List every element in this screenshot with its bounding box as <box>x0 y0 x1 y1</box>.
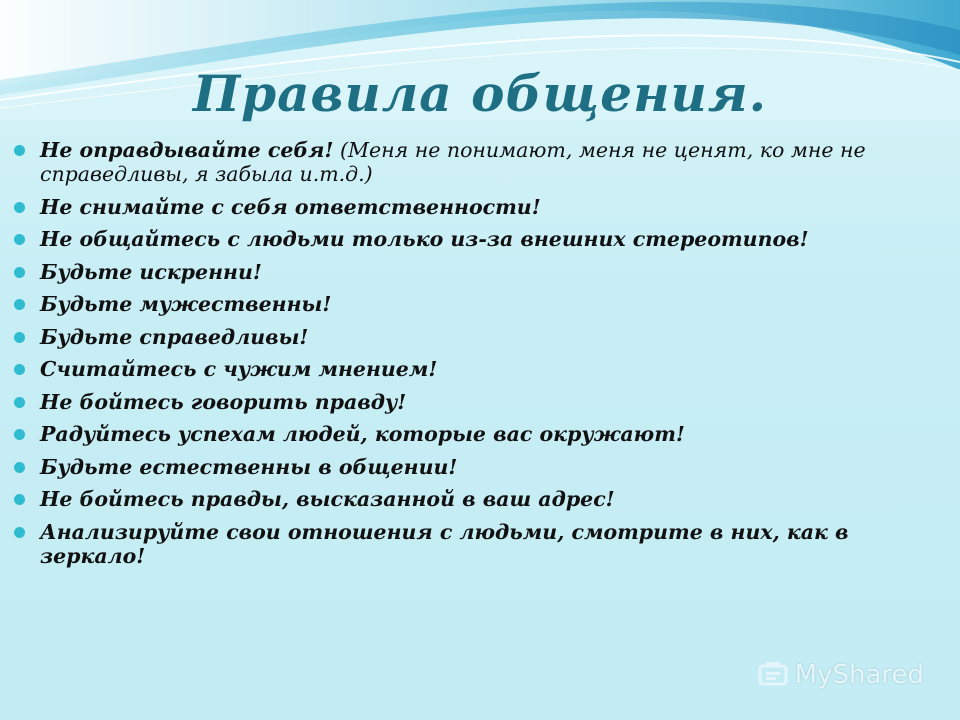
rule-text: Не снимайте с себя ответственности! <box>40 194 541 219</box>
rule-item <box>14 227 914 251</box>
circle-bullet-icon <box>14 267 25 278</box>
circle-bullet-icon <box>14 145 25 156</box>
rule-text: Будьте естественны в общении! <box>40 454 458 479</box>
rule-text: Не бойтесь говорить правду! <box>40 389 407 414</box>
rule-text: Считайтесь с чужим мнением! <box>40 357 438 381</box>
watermark-text: MyShared <box>794 660 924 690</box>
rules-list <box>14 138 914 576</box>
rule-item <box>14 195 914 219</box>
rule-text: Будьте мужественны! <box>40 292 332 316</box>
circle-bullet-icon <box>14 202 25 213</box>
circle-bullet-icon <box>14 332 25 343</box>
rule-note: (Меня не понимают, меня не ценят, ко мне не справедливы, я забыла и.т.д.) <box>40 138 866 186</box>
rule-text: Радуйтесь успехам людей, которые вас окружают! <box>40 422 685 446</box>
rule-item <box>14 455 914 479</box>
rule-item <box>14 390 914 414</box>
rule-item <box>14 260 914 284</box>
rule-text: Не оправдывайте себя! <box>40 138 334 162</box>
rule-item <box>14 422 914 446</box>
circle-bullet-icon <box>14 429 25 440</box>
circle-bullet-icon <box>14 234 25 245</box>
circle-bullet-icon <box>14 494 25 505</box>
rule-item <box>14 520 914 568</box>
rule-item <box>14 325 914 349</box>
rule-text: Не общайтесь с людьми только из-за внешних стереотипов! <box>40 227 809 251</box>
slide-title: Правила общения. <box>192 64 768 123</box>
circle-bullet-icon <box>14 364 25 375</box>
circle-bullet-icon <box>14 462 25 473</box>
circle-bullet-icon <box>14 397 25 408</box>
rule-item <box>14 138 914 186</box>
circle-bullet-icon <box>14 527 25 538</box>
rule-item <box>14 357 914 381</box>
rule-text: Будьте справедливы! <box>40 324 309 349</box>
watermark <box>757 660 924 690</box>
rule-text: Анализируйте свои отношения с людьми, смотрите в них, как в зеркало! <box>40 519 849 568</box>
rule-item <box>14 487 914 511</box>
rule-text: Не бойтесь правды, высказанной в ваш адрес! <box>40 487 615 511</box>
myshared-logo-icon <box>757 660 791 690</box>
rule-item <box>14 292 914 316</box>
circle-bullet-icon <box>14 299 25 310</box>
rule-text: Будьте искренни! <box>40 259 262 284</box>
